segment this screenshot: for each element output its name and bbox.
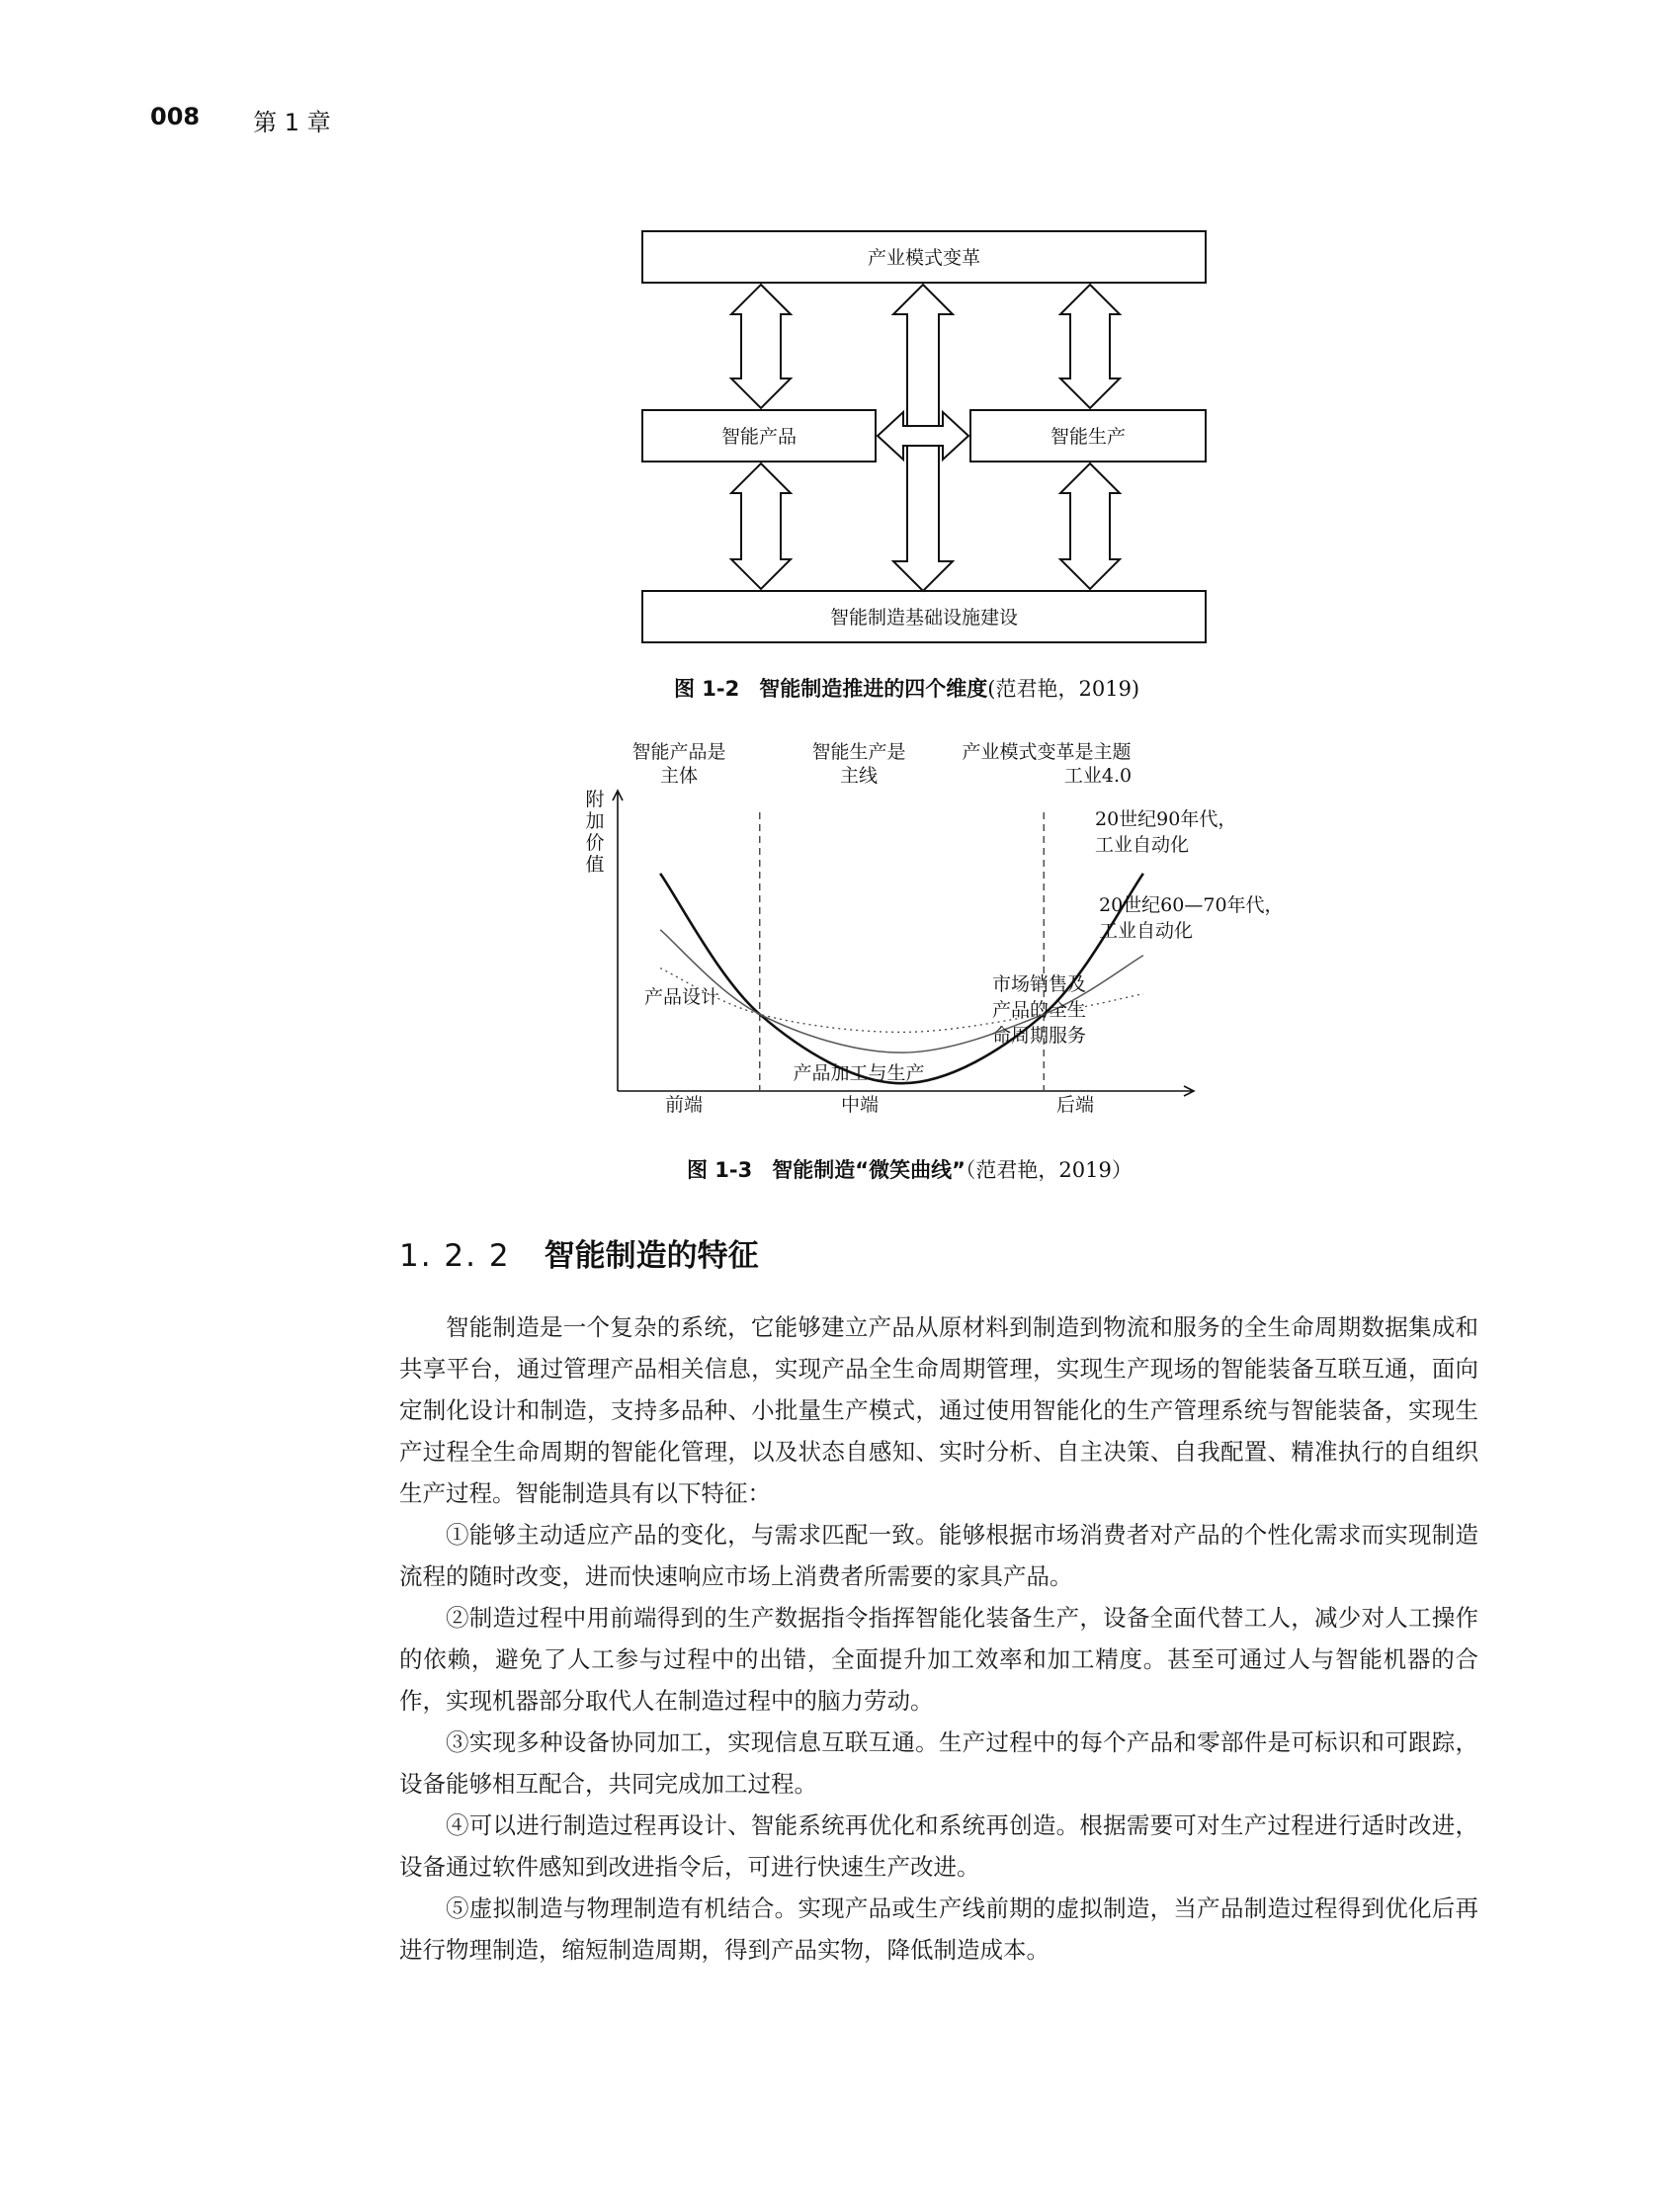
page-number: 008 — [150, 103, 201, 130]
double-arrow-top-left — [731, 285, 791, 408]
region-label-processing: 产品加工与生产 — [793, 1062, 925, 1084]
series-label-60s-line2: 工业自动化 — [1099, 920, 1194, 942]
region-label-service-line3: 命周期服务 — [992, 1025, 1087, 1047]
figure-1-2-caption — [674, 673, 1139, 703]
double-arrow-bottom-left — [731, 463, 791, 589]
top-label-3-line1: 产业模式变革是主题 — [962, 741, 1132, 763]
caption-title: 智能制造推进的四个维度 — [759, 677, 988, 701]
box-left-label: 智能产品 — [720, 426, 798, 448]
caption-label: 图 1-3 — [687, 1158, 753, 1182]
box-right-label: 智能生产 — [1050, 426, 1127, 448]
y-axis-label-char: 价 — [585, 832, 605, 854]
y-axis-label-char: 附 — [585, 789, 605, 810]
section-title: 智能制造的特征 — [544, 1238, 759, 1274]
y-axis-label-char: 值 — [585, 854, 605, 876]
x-tick-front: 前端 — [664, 1094, 704, 1116]
paragraph: 智能制造是一个复杂的系统，它能够建立产品从原材料到制造到物流和服务的全生命周期数据集成和共享平台，通过管理产品相关信息，实现产品全生命周期管理，实现生产现场的智能装备互联互通，面向定制化设计和制造，支持多品种、小批量生产模式，通过使用智能化的生产管理系统与智能装备，实现生产过程全生命周期的智能化管理，以及状态自感知、实时分析、自主决策、自我配置、精准执行的自组织生产过程。智能制造具有以下特征： — [399, 1313, 1478, 1507]
paragraph: ④可以进行制造过程再设计、智能系统再优化和系统再创造。根据需要可对生产过程进行适时改进，设备通过软件感知到改进指令后，可进行快速生产改进。 — [399, 1811, 1478, 1881]
series-label-90s-line1: 20世纪90年代， — [1095, 808, 1237, 830]
caption-title: 智能制造“微笑曲线” — [772, 1158, 966, 1182]
top-label-2-line1: 智能生产是 — [811, 741, 906, 763]
top-label-1-line2: 主体 — [659, 765, 699, 787]
chapter-label: 第 1 章 — [253, 109, 331, 136]
paragraph: ②制造过程中用前端得到的生产数据指令指挥智能化装备生产，设备全面代替工人，减少对人工操作的依赖，避免了人工参与过程中的出错，全面提升加工效率和加工精度。甚至可通过人与智能机器的合作，实现机器部分取代人在制造过程中的脑力劳动。 — [399, 1604, 1478, 1715]
region-label-service-line1: 市场销售及 — [992, 973, 1087, 995]
caption-source: （范君艳，2019） — [965, 1158, 1133, 1182]
x-tick-middle: 中端 — [840, 1094, 880, 1116]
box-bottom-label: 智能制造基础设施建设 — [829, 607, 1019, 629]
figure-1-2-diagram — [642, 231, 1216, 654]
x-tick-back: 后端 — [1055, 1094, 1095, 1116]
y-axis-label-char: 加 — [585, 810, 605, 832]
top-label-1-line1: 智能产品是 — [631, 741, 726, 763]
region-label-design: 产品设计 — [643, 986, 720, 1008]
double-arrow-bottom-right — [1060, 463, 1120, 589]
paragraph: ③实现多种设备协同加工，实现信息互联互通。生产过程中的每个产品和零部件是可标识和可跟踪，设备能够相互配合，共同完成加工过程。 — [399, 1728, 1478, 1798]
region-label-service-line2: 产品的全生 — [992, 999, 1087, 1021]
figure-1-3-smile-curve-chart — [573, 741, 1295, 1136]
double-arrow-top-right — [1060, 285, 1120, 408]
running-header — [150, 103, 331, 137]
caption-source: (范君艳，2019) — [987, 677, 1140, 701]
section-number: 1. 2. 2 — [399, 1238, 511, 1274]
series-label-90s-line2: 工业自动化 — [1095, 834, 1190, 856]
caption-label: 图 1-2 — [674, 677, 740, 701]
paragraph: ①能够主动适应产品的变化，与需求匹配一致。能够根据市场消费者对产品的个性化需求而实现制造流程的随时改变，进而快速响应市场上消费者所需要的家具产品。 — [399, 1521, 1478, 1590]
paragraph: ⑤虚拟制造与物理制造有机结合。实现产品或生产线前期的虚拟制造，当产品制造过程得到优化后再进行物理制造，缩短制造周期，得到产品实物，降低制造成本。 — [399, 1894, 1478, 1964]
series-label-industry40: 工业4.0 — [1063, 765, 1133, 787]
series-label-60s-line1: 20世纪60—70年代， — [1099, 894, 1284, 916]
box-top-label: 产业模式变革 — [867, 247, 981, 269]
y-axis-label — [585, 789, 604, 876]
body-text — [399, 1306, 1478, 1971]
figure-1-3-caption — [687, 1154, 1133, 1184]
top-label-2-line2: 主线 — [839, 765, 879, 787]
section-heading — [399, 1230, 759, 1275]
